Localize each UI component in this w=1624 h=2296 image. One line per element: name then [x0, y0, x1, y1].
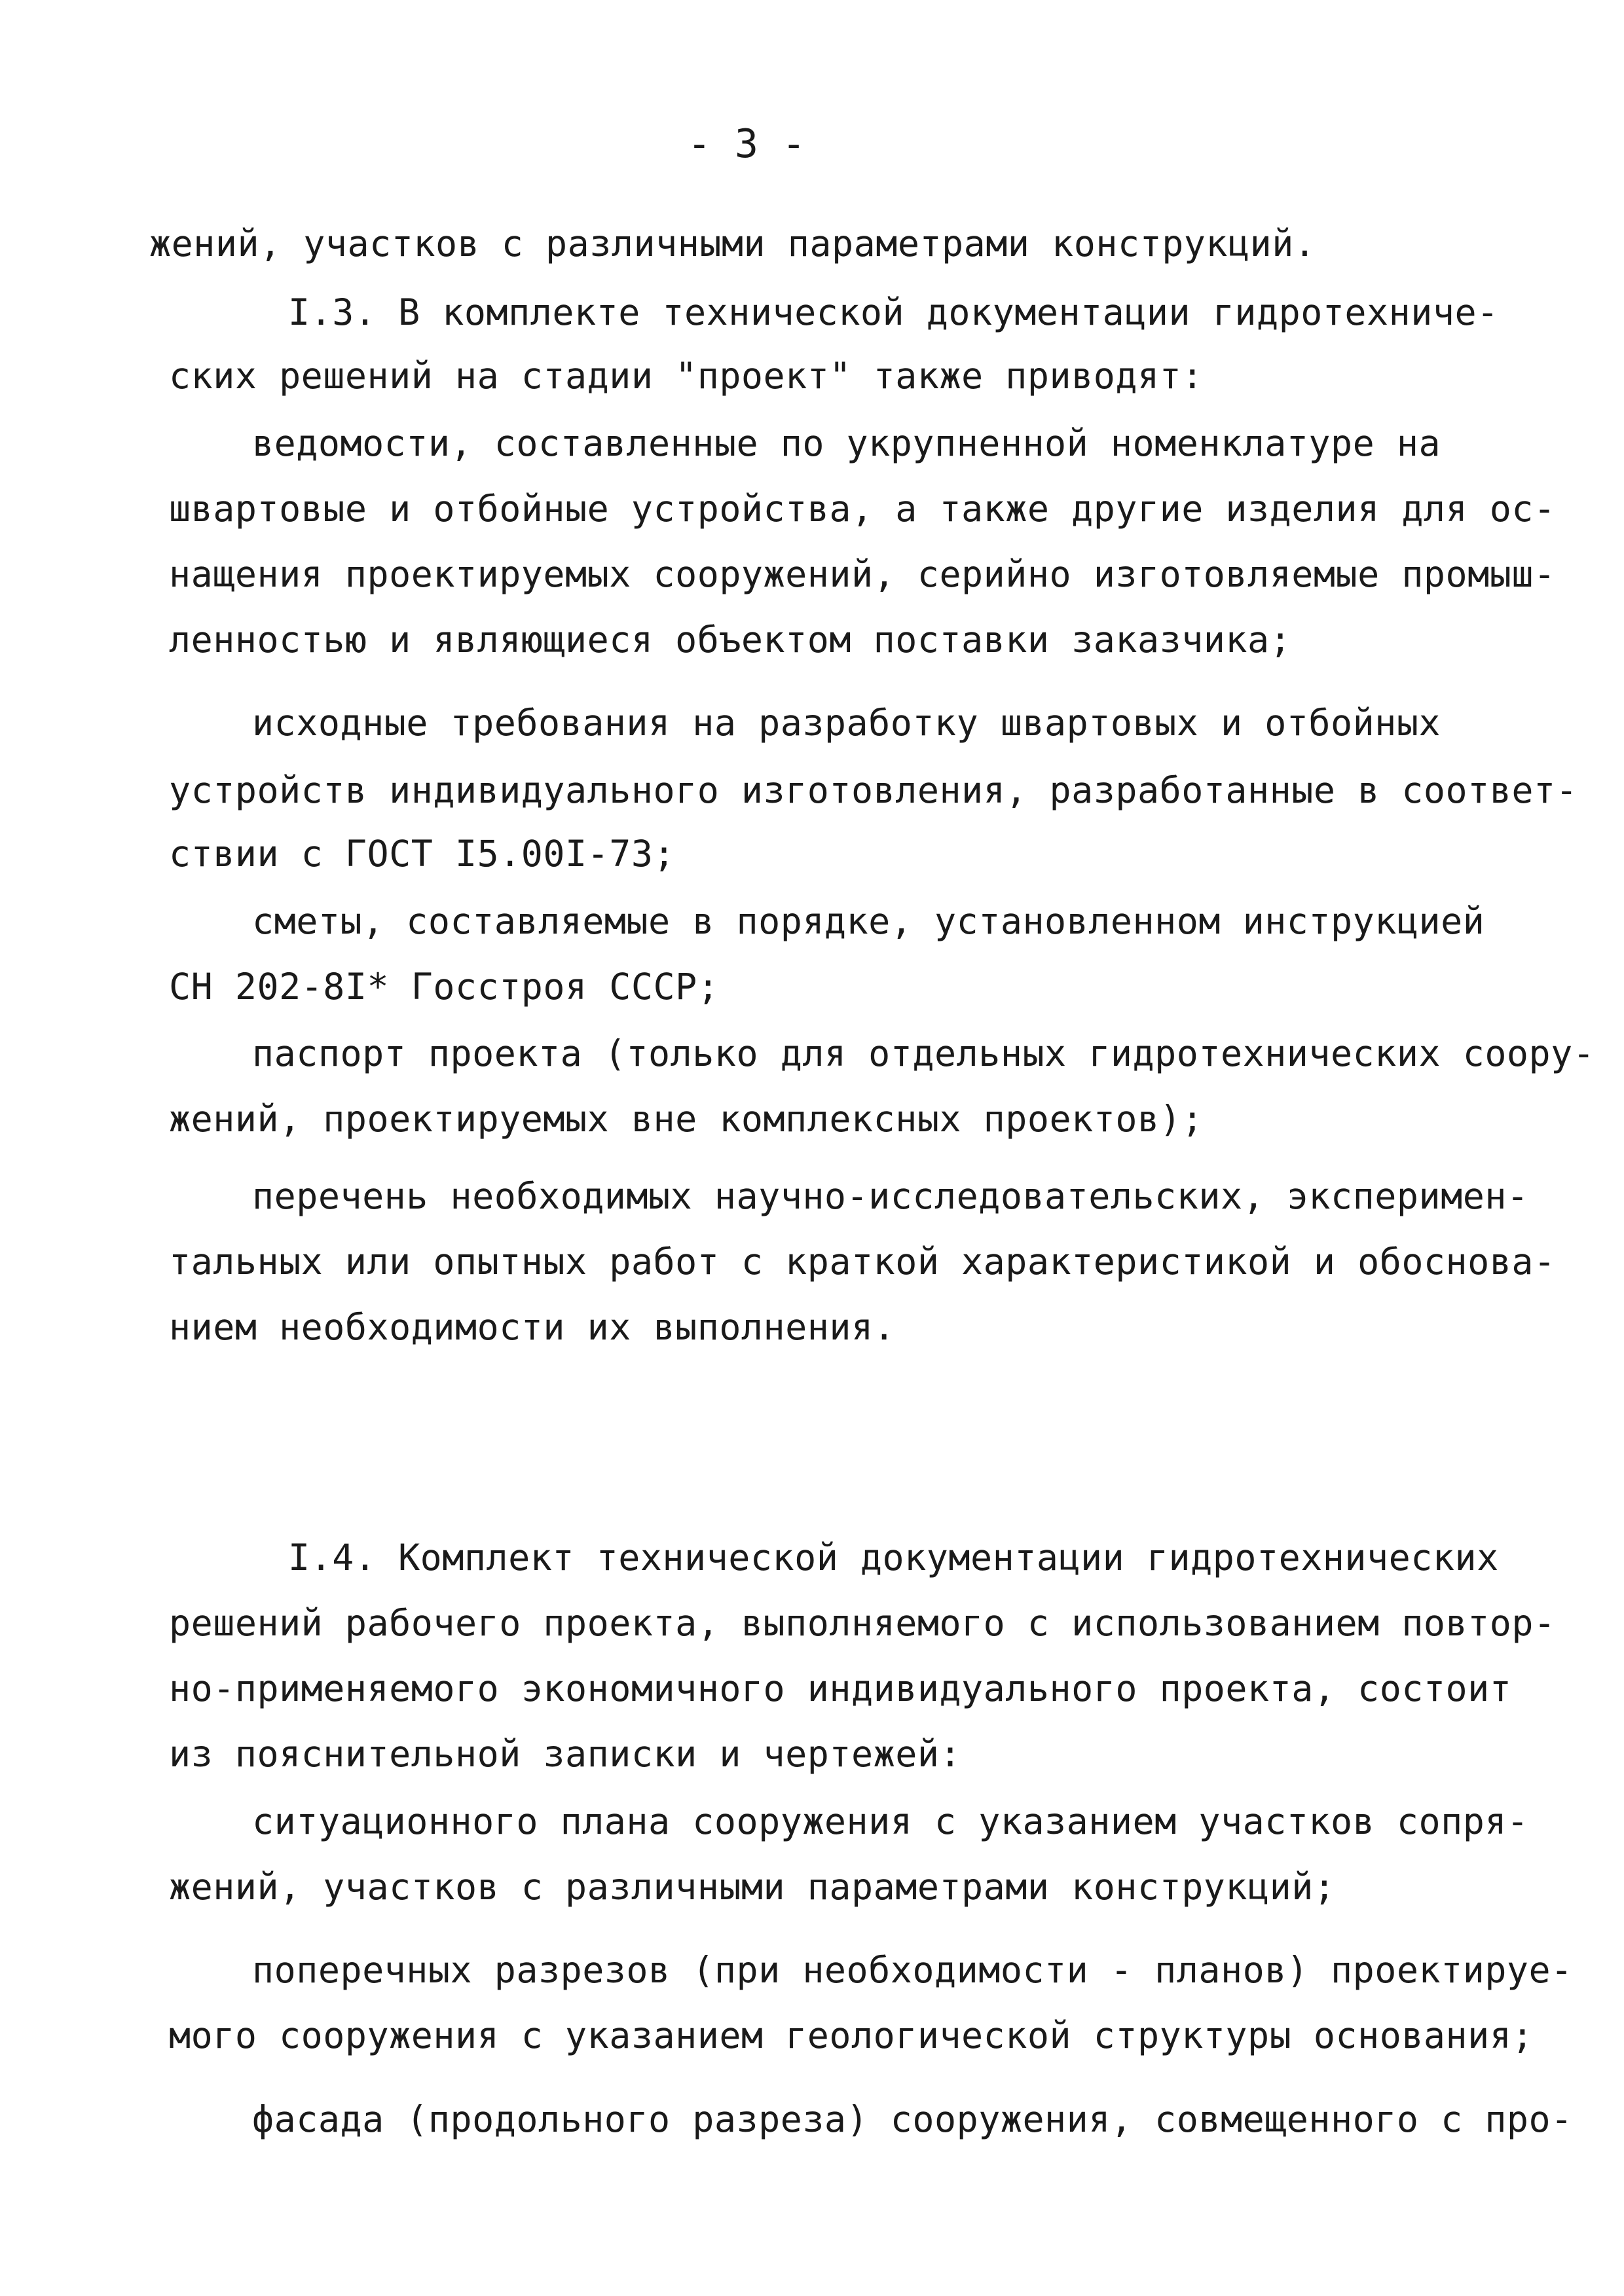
- text-line: жений, участков с различными параметрами конструкций.: [149, 223, 1316, 264]
- text-line: устройств индивидуального изготовления, разработанные в соответ-: [169, 769, 1578, 811]
- text-line: мого сооружения с указанием геологической структуры основания;: [169, 2014, 1534, 2056]
- text-line: решений рабочего проекта, выполняемого с использованием повтор-: [169, 1602, 1556, 1644]
- text-line: швартовые и отбойные устройства, а также другие изделия для ос-: [169, 488, 1556, 530]
- text-line: сметы, составляемые в порядке, установленном инструкцией: [252, 900, 1485, 942]
- text-line: жений, проектируемых вне комплексных проектов);: [169, 1098, 1204, 1140]
- text-line: I.4. Комплект технической документации гидротехнических: [288, 1537, 1499, 1578]
- text-line: тальных или опытных работ с краткой характеристикой и обоснова-: [169, 1241, 1556, 1283]
- text-line: ведомости, составленные по укрупненной номенклатуре на: [252, 422, 1441, 464]
- text-line: нием необходимости их выполнения.: [169, 1306, 896, 1348]
- text-line: исходные требования на разработку швартовых и отбойных: [252, 702, 1441, 744]
- text-line: СН 202-8I* Госстроя СССР;: [169, 966, 720, 1008]
- text-line: ситуационного плана сооружения с указанием участков сопря-: [252, 1800, 1529, 1842]
- page-number: - 3 -: [687, 121, 806, 167]
- text-line: паспорт проекта (только для отдельных гидротехнических соору-: [252, 1032, 1595, 1074]
- text-line: поперечных разрезов (при необходимости - планов) проектируе-: [252, 1949, 1573, 1991]
- text-line: ствии с ГОСТ I5.00I-73;: [169, 833, 676, 875]
- text-line: жений, участков с различными параметрами конструкций;: [169, 1866, 1336, 1908]
- text-line: перечень необходимых научно-исследовательских, эксперимен-: [252, 1175, 1529, 1217]
- text-line: ских решений на стадии "проект" также приводят:: [169, 355, 1204, 397]
- text-line: нащения проектируемых сооружений, серийно изготовляемые промыш-: [169, 553, 1556, 595]
- text-line: но-применяемого экономичного индивидуального проекта, состоит: [169, 1667, 1512, 1709]
- text-line: I.3. В комплекте технической документации гидротехниче-: [288, 291, 1499, 333]
- text-line: из пояснительной записки и чертежей:: [169, 1733, 962, 1775]
- text-line: ленностью и являющиеся объектом поставки заказчика;: [169, 619, 1292, 661]
- text-line: фасада (продольного разреза) сооружения, совмещенного с про-: [252, 2098, 1573, 2140]
